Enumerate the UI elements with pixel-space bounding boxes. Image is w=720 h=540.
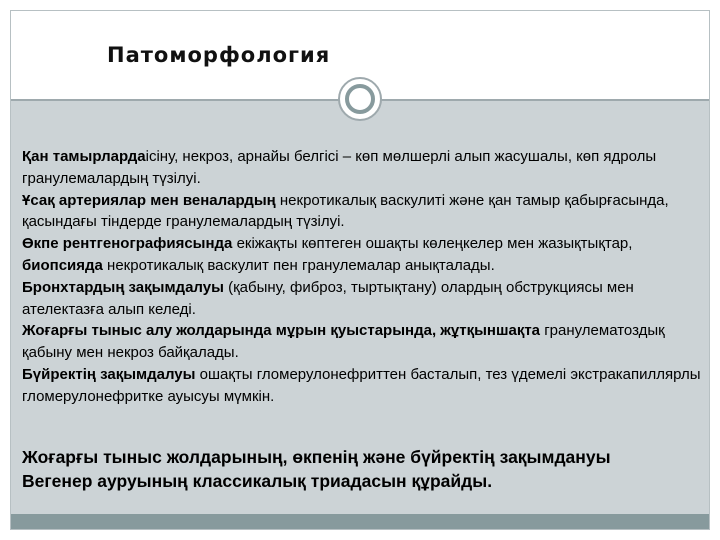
- paragraph-bronchi: [22, 277, 702, 321]
- term-vessels: Қан тамырларда: [22, 148, 146, 165]
- page-title: Патоморфология: [107, 43, 331, 67]
- desc-kidney: ошақты гломерулонефриттен басталып, тез үдемелі экстракапиллярлы гломерулонефритке ауысуы мүмкін.: [22, 365, 701, 405]
- paragraph-lung-xray: [22, 233, 702, 277]
- desc-arteries: некротикалық васкулиті және қан тамыр қабырғасында, қасындағы тіндерде гранулемалардың түзілуі.: [22, 191, 669, 231]
- paragraph-vessels: [22, 146, 702, 190]
- bottom-bar: [11, 514, 709, 529]
- term-biopsy: биопсияда: [22, 256, 103, 274]
- term-upper-airways: Жоғарғы тыныс алу жолдарында мұрын қуыстарында, жұтқыншақта: [22, 322, 541, 340]
- term-arteries: Ұсақ артериялар мен веналардың: [22, 191, 276, 209]
- desc-upper-airways: гранулематоздық қабыну мен некроз байқалады.: [22, 322, 665, 362]
- circle-ornament: [338, 77, 382, 121]
- circle-ornament-inner: [345, 84, 375, 114]
- conclusion-text: Жоғарғы тыныс жолдарының, өкпенің және бүйректің зақымдануы Вегенер ауруының классикалық триадасын құрайды.: [22, 447, 611, 491]
- desc-biopsy: некротикалық васкулит пен гранулемалар анықталады.: [102, 256, 495, 274]
- desc-lung-xray: екіжақты көптеген ошақты көлеңкелер мен жазықтықтар,: [232, 235, 633, 253]
- term-bronchi: Бронхтардың зақымдалуы: [22, 278, 224, 296]
- paragraph-upper-airways: [22, 320, 702, 364]
- desc-vessels: ісіну, некроз, арнайы белгісі – көп мөлшерлі алып жасушалы, көп ядролы гранулемалардың түзілуі.: [22, 148, 657, 187]
- paragraph-arteries: [22, 190, 702, 234]
- body-text: [22, 146, 702, 408]
- term-kidney: Бүйректің зақымдалуы: [22, 365, 196, 383]
- paragraph-kidney: [22, 364, 702, 408]
- desc-bronchi: (қабыну, фиброз, тыртықтану) олардың обструкциясы мен ателектазға алып келеді.: [22, 278, 634, 318]
- term-lung-xray: Өкпе рентгенографиясында: [22, 235, 233, 253]
